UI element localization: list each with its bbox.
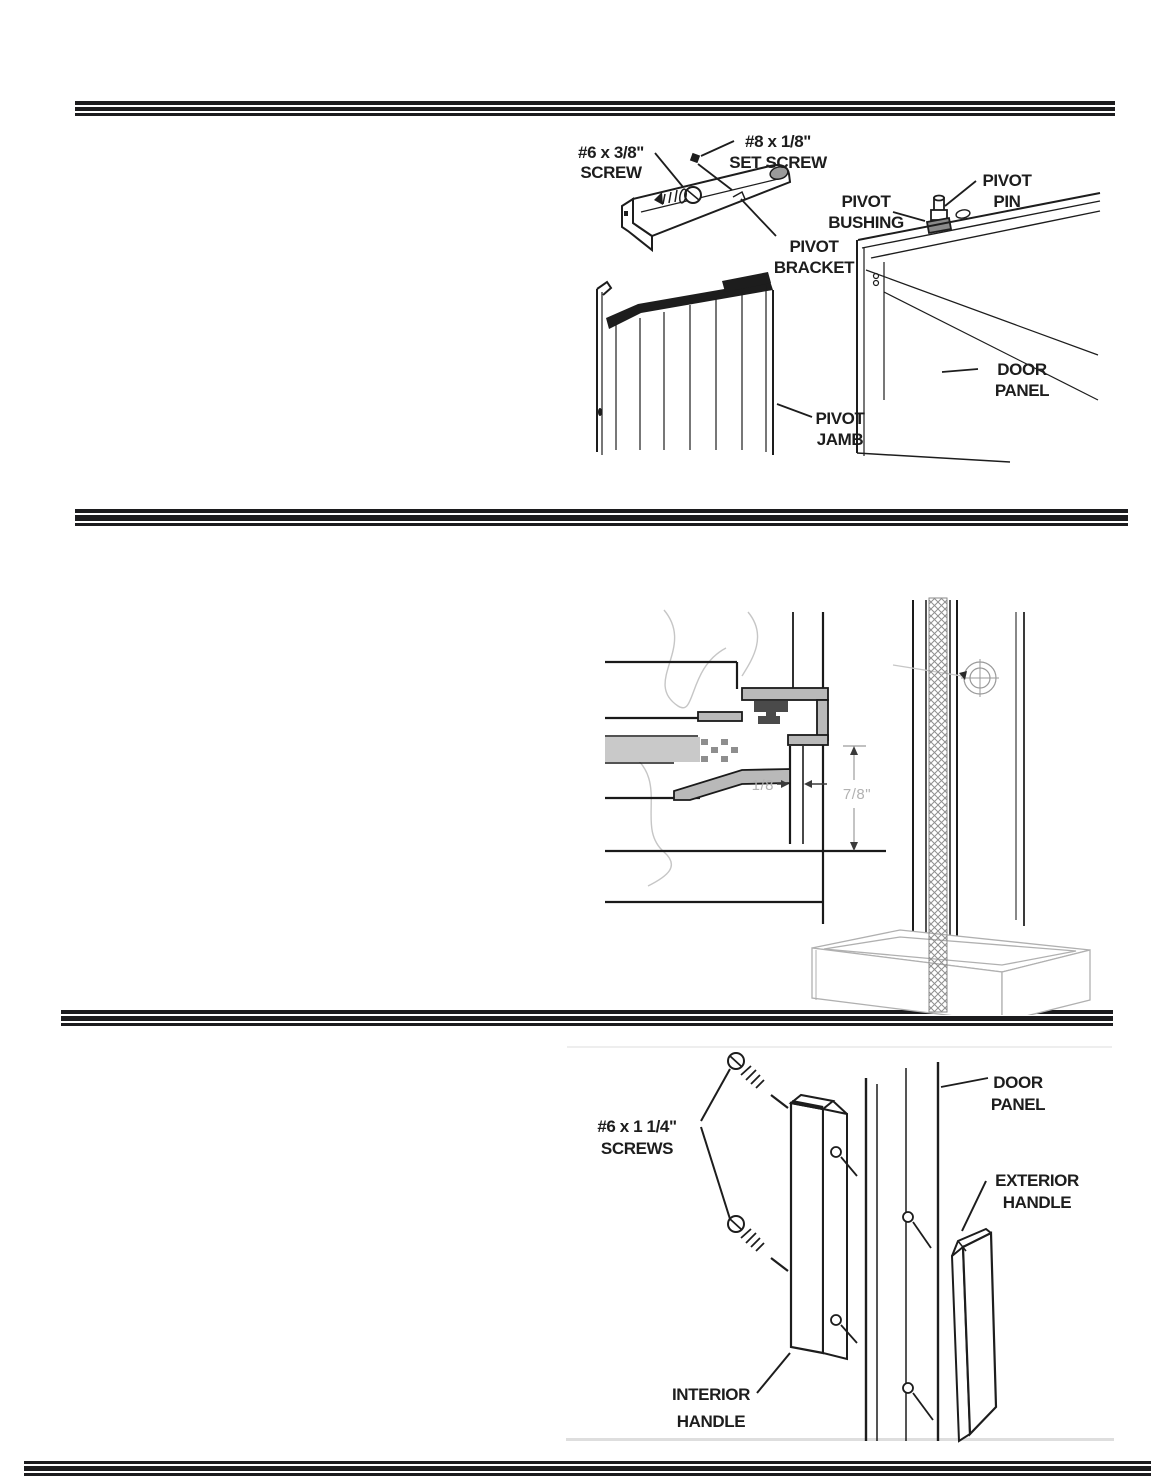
screws-label-line1: #6 x 1 1/4" <box>597 1117 677 1136</box>
pivot-bushing-label-line2: BUSHING <box>828 213 904 232</box>
interior-handle-label-line2: HANDLE <box>676 1412 746 1431</box>
pivot-jamb-label-line1: PIVOT <box>815 409 865 428</box>
screws-label-line2: SCREWS <box>600 1139 674 1158</box>
sill-tray-drawing <box>812 930 1090 1015</box>
screw-label-line1: #6 x 3/8" <box>578 143 644 162</box>
interior-handle-drawing <box>791 1095 857 1359</box>
screw-label-line2: SCREW <box>580 163 642 182</box>
set-screw-icon <box>690 153 700 163</box>
section-divider-1 <box>75 101 1115 116</box>
pivot-jamb-label-line2: JAMB <box>816 430 864 449</box>
door-panel-label-d3-line2: PANEL <box>990 1095 1046 1114</box>
interior-handle-label-line1: INTERIOR <box>671 1385 751 1404</box>
exterior-handle-label-line2: HANDLE <box>1002 1193 1072 1212</box>
pivot-assembly-diagram <box>565 125 1135 465</box>
set-screw-label-line1: #8 x 1/8" <box>745 132 811 151</box>
glazing-panel <box>605 737 738 762</box>
height-dimension-text: 7/8" <box>842 786 872 803</box>
dimension-height <box>843 746 871 851</box>
pivot-bracket-label-line2: BRACKET <box>773 258 855 277</box>
jamb-section-diagram <box>600 555 1135 1015</box>
gap-dimension-text: 1/8 <box>751 777 774 794</box>
pivot-pin-label-line1: PIVOT <box>982 171 1032 190</box>
handle-installation-diagram <box>565 1045 1135 1445</box>
pivot-jamb-drawing <box>597 272 978 455</box>
door-panel-label-d3-line1: DOOR <box>993 1073 1043 1092</box>
pivot-pin-label-line2: PIN <box>993 192 1021 211</box>
wall-section-lines <box>605 612 886 924</box>
handle-screw-icon-1 <box>728 1053 788 1108</box>
pivot-pin-bushing-drawing <box>927 196 951 234</box>
door-panel-label-d1-line2: PANEL <box>994 381 1050 400</box>
door-panel-drawing-d3 <box>866 1062 938 1441</box>
pivot-bracket-drawing <box>622 165 790 250</box>
pivot-bracket-label-line1: PIVOT <box>789 237 839 256</box>
section-divider-bottom <box>24 1461 1151 1476</box>
door-panel-label-d1-line1: DOOR <box>997 360 1047 379</box>
exterior-handle-label-line1: EXTERIOR <box>995 1171 1079 1190</box>
pivot-bushing-label-line1: PIVOT <box>841 192 891 211</box>
handle-screw-icon-2 <box>728 1216 788 1271</box>
labels-d1 <box>578 132 1049 449</box>
door-panel-drawing-d1 <box>857 193 1100 462</box>
section-divider-2 <box>75 509 1128 526</box>
set-screw-label-line2: SET SCREW <box>729 153 827 172</box>
exterior-handle-drawing <box>952 1229 996 1441</box>
glass-hatch-band <box>929 598 947 1012</box>
